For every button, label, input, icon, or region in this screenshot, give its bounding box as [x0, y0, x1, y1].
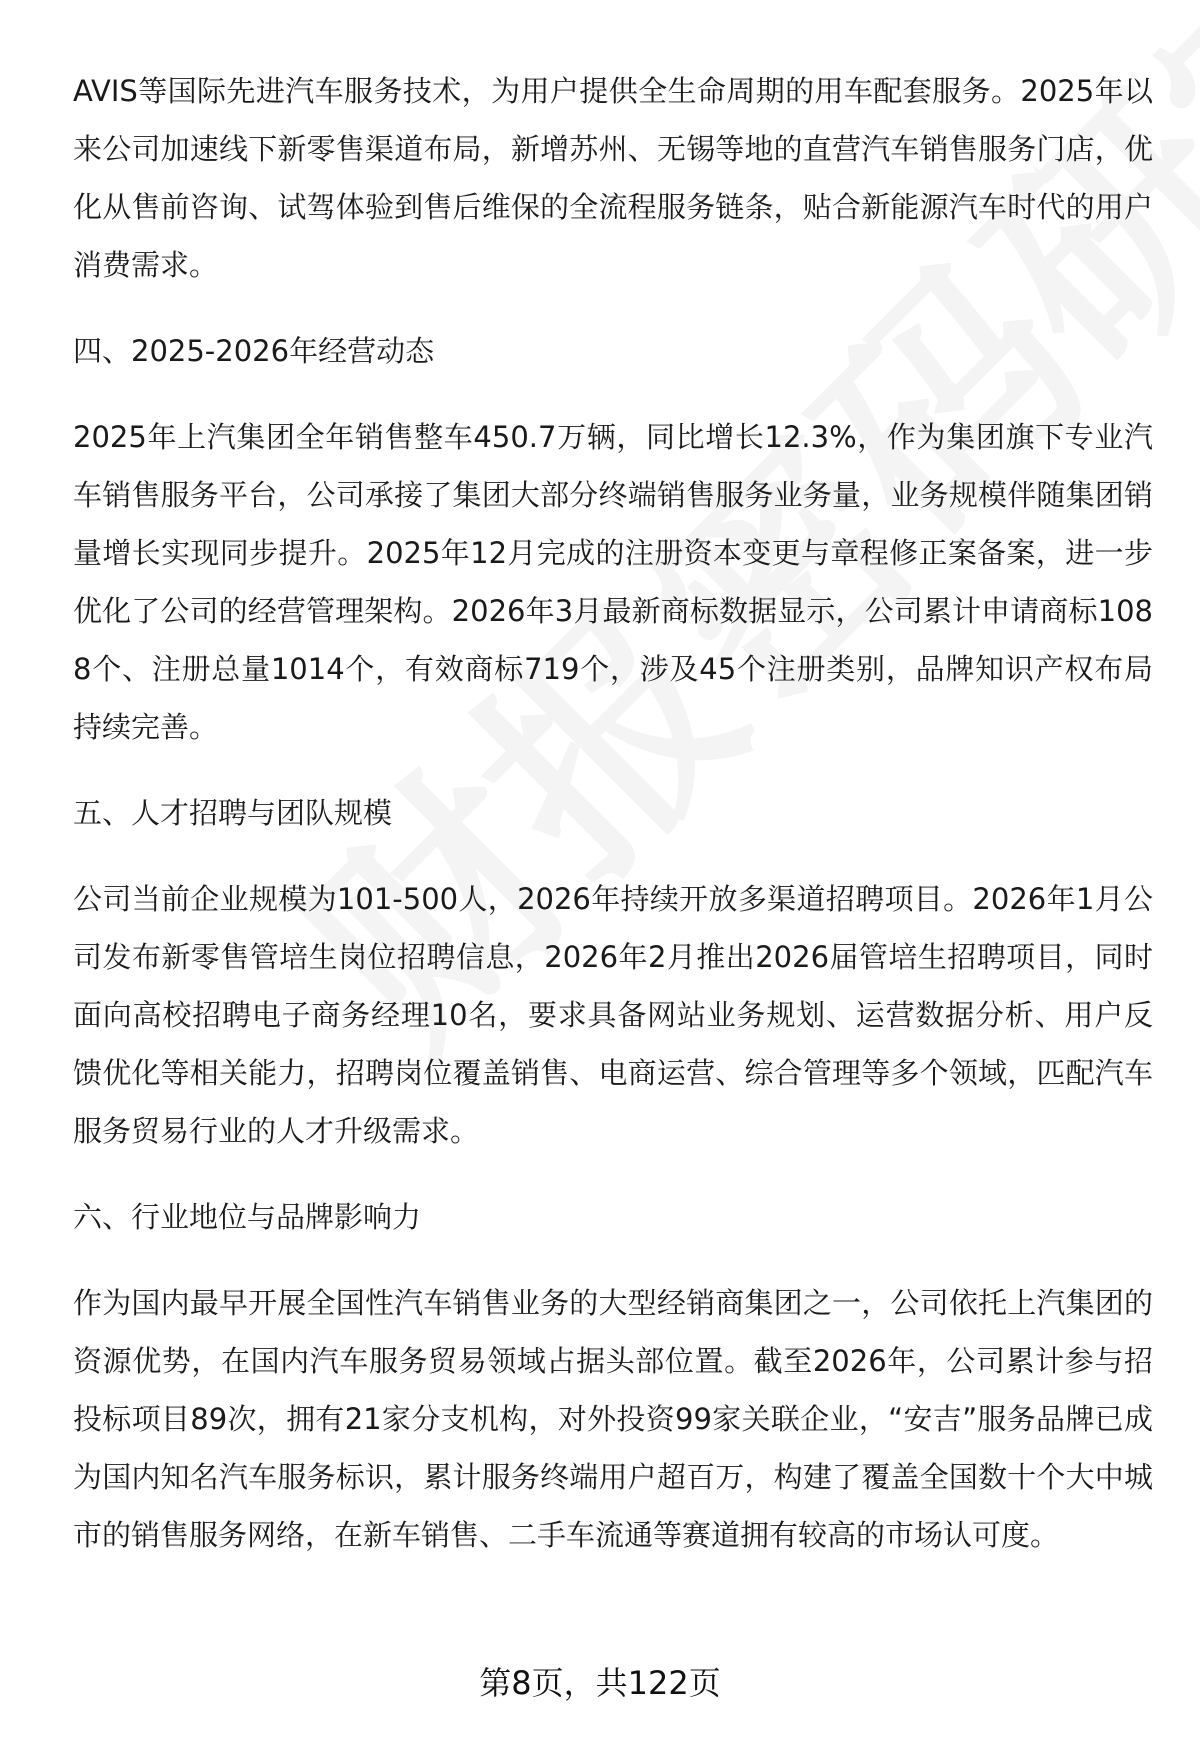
document-content	[73, 62, 1153, 1592]
section3-tail-paragraph: AVIS等国际先进汽车服务技术，为用户提供全生命周期的用车配套服务。2025年以来公司加速线下新零售渠道布局，新增苏州、无锡等地的直营汽车销售服务门店，优化从售前咨询、试驾体验到售后维保的全流程服务链条，贴合新能源汽车时代的用户消费需求。	[73, 74, 1153, 282]
section6-paragraph: 作为国内最早开展全国性汽车销售业务的大型经销商集团之一，公司依托上汽集团的资源优势，在国内汽车服务贸易领域占据头部位置。截至2026年，公司累计参与招投标项目89次，拥有21家分支机构，对外投资99家关联企业，“安吉”服务品牌已成为国内知名汽车服务标识，累计服务终端用户超百万，构建了覆盖全国数十个大中城市的销售服务网络，在新车销售、二手车流通等赛道拥有较高的市场认可度。	[73, 1286, 1153, 1552]
section6-heading: 六、行业地位与品牌影响力	[73, 1200, 422, 1234]
page-number-footer: 第8页，共122页	[479, 1664, 721, 1702]
section5-heading: 五、人才招聘与团队规模	[73, 796, 393, 830]
section5-paragraph: 公司当前企业规模为101-500人，2026年持续开放多渠道招聘项目。2026年1月公司发布新零售管培生岗位招聘信息，2026年2月推出2026届管培生招聘项目，同时面向高校招聘电子商务经理10名，要求具备网站业务规划、运营数据分析、用户反馈优化等相关能力，招聘岗位覆盖销售、电商运营、综合管理等多个领域，匹配汽车服务贸易行业的人才升级需求。	[73, 882, 1153, 1148]
section4-heading: 四、2025-2026年经营动态	[73, 334, 435, 368]
section4-paragraph: 2025年上汽集团全年销售整车450.7万辆，同比增长12.3%，作为集团旗下专业汽车销售服务平台，公司承接了集团大部分终端销售服务业务量，业务规模伴随集团销量增长实现同步提升。2025年12月完成的注册资本变更与章程修正案备案，进一步优化了公司的经营管理架构。2026年3月最新商标数据显示，公司累计申请商标1088个、注册总量1014个，有效商标719个，涉及45个注册类别，品牌知识产权布局持续完善。	[73, 420, 1153, 744]
